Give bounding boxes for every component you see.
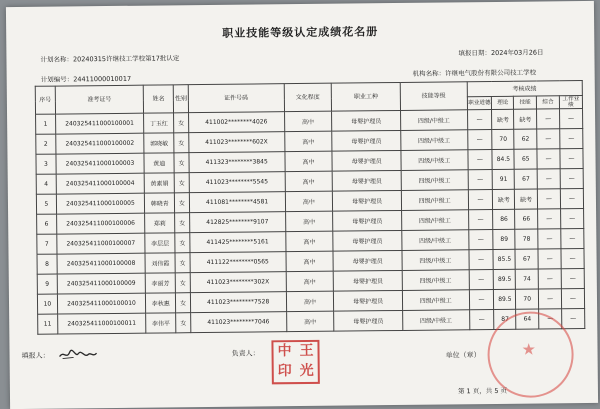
cell-seq: 4 — [36, 174, 56, 194]
cell-level: 四级/中级工 — [402, 230, 469, 251]
cell-job: 母婴护理员 — [332, 170, 401, 191]
cell-overall: — — [537, 169, 560, 189]
cell-id: 411002********4026 — [188, 112, 284, 133]
cell-overall: — — [538, 249, 561, 269]
cell-ticket: 240325411000100002 — [55, 133, 144, 154]
cell-theory: 89.5 — [494, 269, 516, 289]
cell-ethics: — — [469, 269, 494, 289]
cell-level: 四级/中级工 — [403, 310, 470, 331]
cell-work: — — [560, 189, 583, 209]
header-gender: 性别 — [174, 85, 189, 113]
cell-overall: — — [539, 309, 562, 329]
cell-name: 韩晓青 — [145, 193, 175, 213]
cell-name: 郑莉 — [145, 213, 175, 233]
cell-overall: — — [537, 149, 560, 169]
cell-ethics: — — [468, 190, 493, 210]
cell-overall: — — [539, 289, 562, 309]
header-level: 技能等级 — [400, 82, 467, 111]
plan-number-value: 24411000010017 — [73, 74, 132, 84]
header-id: 证件号码 — [188, 84, 284, 113]
cell-ethics: — — [467, 110, 492, 130]
cell-edu: 高中 — [286, 311, 334, 331]
page-indicator: 第 1 页，共 5 页 — [457, 386, 508, 396]
cell-name: 丁玉红 — [144, 113, 174, 133]
cell-overall: — — [537, 109, 560, 129]
cell-id: 412825********9107 — [189, 212, 285, 233]
cell-level: 四级/中级工 — [401, 190, 468, 211]
fill-date — [458, 47, 543, 57]
cell-gender: 女 — [174, 173, 189, 193]
cell-level: 四级/中级工 — [400, 110, 467, 131]
plan-name-value: 20240315许继技工学校第17批认定 — [72, 54, 180, 64]
cell-gender: 女 — [175, 233, 190, 253]
cell-work: — — [560, 149, 583, 169]
cell-gender: 女 — [175, 253, 190, 273]
cell-id: 411122********0565 — [190, 252, 286, 273]
handwritten-signature — [57, 348, 97, 360]
cell-level: 四级/中级工 — [402, 290, 469, 311]
cell-overall: — — [537, 129, 560, 149]
org-name — [413, 68, 537, 78]
cell-skill: 78 — [515, 229, 538, 249]
cell-overall: — — [538, 229, 561, 249]
cell-skill: 64 — [516, 309, 539, 329]
cell-job: 母婴护理员 — [333, 230, 402, 251]
cell-job: 母婴护理员 — [334, 310, 403, 331]
cell-name: 李秋惠 — [146, 293, 176, 313]
cell-job: 母婴护理员 — [334, 270, 403, 291]
cell-theory: 86 — [493, 209, 515, 229]
cell-gender: 女 — [176, 313, 191, 333]
cell-ticket: 240325411000100007 — [57, 233, 146, 254]
cell-job: 母婴护理员 — [332, 110, 401, 131]
cell-theory: 85.5 — [493, 249, 515, 269]
cell-ethics: — — [468, 249, 493, 269]
plan-number-label: 计划编号： — [40, 75, 74, 84]
cell-edu: 高中 — [286, 291, 334, 311]
cell-edu: 高中 — [284, 131, 332, 151]
cell-name: 郭晓敏 — [144, 133, 174, 153]
cell-work: — — [561, 229, 584, 249]
header-seq: 序号 — [35, 86, 55, 114]
cell-id: 411023********5545 — [189, 172, 285, 193]
cell-gender: 女 — [174, 113, 189, 133]
cell-work: — — [561, 269, 584, 289]
cell-ethics: — — [469, 309, 494, 329]
cell-edu: 高中 — [285, 191, 333, 211]
fill-date-value: 2024年03月26日 — [490, 48, 544, 58]
cell-gender: 女 — [175, 193, 190, 213]
cell-id: 411425********5161 — [190, 232, 286, 253]
cell-id: 411023********602X — [189, 132, 285, 153]
cell-seq: 2 — [36, 134, 56, 154]
header-ethics: 职业道德 — [467, 97, 492, 110]
cell-ticket: 240325411000100008 — [57, 253, 146, 274]
cell-seq: 5 — [36, 194, 56, 214]
cell-job: 母婴护理员 — [333, 250, 402, 271]
cell-job: 母婴护理员 — [333, 190, 402, 211]
cell-theory: 缺考 — [493, 189, 515, 209]
cell-seq: 3 — [36, 154, 56, 174]
cell-seq: 11 — [38, 314, 58, 334]
cell-ticket: 240325411000100009 — [57, 273, 146, 294]
cell-level: 四级/中级工 — [402, 270, 469, 291]
header-overall: 综合 — [537, 96, 560, 109]
plan-name-label: 计划名称： — [40, 55, 74, 64]
cell-ticket: 240325411000100003 — [56, 153, 145, 174]
cell-ethics: — — [468, 210, 493, 230]
header-scores: 考核成绩 — [467, 81, 583, 97]
cell-id: 411023********7046 — [190, 312, 286, 333]
filler-label: 填报人： — [21, 351, 50, 360]
responsible — [232, 348, 260, 358]
plan-number — [41, 74, 131, 84]
cell-level: 四级/中级工 — [401, 170, 468, 191]
cell-edu: 高中 — [286, 271, 334, 291]
fill-date-label: 填报日期： — [458, 49, 491, 58]
cell-name: 李伟平 — [146, 313, 176, 333]
header-job: 职业工种 — [332, 82, 401, 111]
cell-ethics: — — [467, 150, 492, 170]
header-name: 姓名 — [143, 85, 173, 113]
cell-ethics: — — [467, 130, 492, 150]
cell-level: 四级/中级工 — [401, 130, 468, 151]
seal-char-4: 光 — [299, 362, 314, 380]
cell-level: 四级/中级工 — [402, 250, 469, 271]
cell-work: — — [562, 309, 585, 329]
header-skill: 技能 — [514, 96, 537, 109]
cell-gender: 女 — [174, 153, 189, 173]
cell-seq: 1 — [36, 114, 56, 134]
cell-edu: 高中 — [285, 251, 333, 271]
cell-id: 411023********302X — [190, 272, 286, 293]
cell-theory: 89.5 — [494, 289, 516, 309]
cell-skill: 62 — [514, 129, 537, 149]
cell-ticket: 240325411000100010 — [57, 293, 146, 314]
cell-work: — — [561, 249, 584, 269]
cell-ticket: 240325411000100004 — [56, 173, 145, 194]
seal-char-3: 印 — [277, 363, 292, 380]
cell-edu: 高中 — [284, 111, 332, 131]
seal-char-1: 中 — [277, 343, 292, 360]
header-work: 工作业绩 — [559, 96, 582, 109]
header-edu: 文化程度 — [284, 83, 332, 111]
cell-skill: 67 — [515, 249, 538, 269]
header-theory: 理论 — [492, 96, 514, 109]
cell-skill: 65 — [514, 149, 537, 169]
cell-theory: 70 — [492, 129, 514, 149]
cell-seq: 7 — [37, 234, 57, 254]
cell-skill: 67 — [514, 169, 537, 189]
cell-ticket: 240325411000100005 — [56, 193, 145, 214]
cell-skill: 缺考 — [514, 109, 537, 129]
cell-edu: 高中 — [284, 151, 332, 171]
cell-work: — — [560, 129, 583, 149]
cell-seq: 8 — [37, 254, 57, 274]
cell-ethics: — — [469, 289, 494, 309]
cell-seq: 10 — [37, 294, 57, 314]
cell-overall: — — [538, 189, 561, 209]
cell-theory: 87 — [494, 309, 516, 329]
cell-theory: 89 — [493, 229, 515, 249]
cell-seq: 6 — [37, 214, 57, 234]
org-name-label: 机构名称： — [412, 69, 446, 78]
cell-edu: 高中 — [285, 211, 333, 231]
cell-ticket: 240325411000100006 — [56, 213, 145, 234]
cell-ethics: — — [468, 170, 493, 190]
document-title: 职业技能等级认定成绩花名册 — [222, 25, 379, 40]
cell-job: 母婴护理员 — [332, 150, 401, 171]
cell-job: 母婴护理员 — [334, 290, 403, 311]
plan-name — [40, 53, 179, 63]
cell-id: 411023********7528 — [190, 292, 286, 313]
cell-name: 刘伟霞 — [145, 253, 175, 273]
cell-work: — — [561, 209, 584, 229]
cell-work: — — [561, 289, 584, 309]
cell-id: 411323********3845 — [189, 152, 285, 173]
cell-theory: 91 — [493, 169, 515, 189]
cell-edu: 高中 — [285, 171, 333, 191]
seal-char-2: 王 — [299, 342, 314, 360]
cell-job: 母婴护理员 — [332, 130, 401, 151]
cell-level: 四级/中级工 — [401, 150, 468, 171]
cell-job: 母婴护理员 — [333, 210, 402, 231]
filler — [22, 351, 50, 361]
cell-name: 黄素娟 — [144, 173, 174, 193]
header-ticket: 准考证号 — [55, 85, 144, 114]
cell-ticket: 240325411000100001 — [55, 113, 144, 134]
cell-id: 411081********4581 — [189, 192, 285, 213]
score-roster-table — [35, 80, 586, 335]
cell-gender: 女 — [174, 133, 189, 153]
cell-name: 李层层 — [145, 233, 175, 253]
org-name-value: 许继电气股份有限公司技工学校 — [445, 68, 537, 78]
cell-overall: — — [538, 209, 561, 229]
cell-work: — — [560, 109, 583, 129]
cell-skill: 缺考 — [515, 189, 538, 209]
cell-overall: — — [538, 269, 561, 289]
cell-gender: 女 — [175, 213, 190, 233]
cell-ethics: — — [468, 229, 493, 249]
responsible-label: 负责人： — [231, 349, 260, 358]
cell-ticket: 240325411000100011 — [57, 313, 146, 334]
cell-gender: 女 — [176, 273, 191, 293]
cell-gender: 女 — [176, 293, 191, 313]
cell-theory: 缺考 — [492, 109, 514, 129]
cell-work: — — [560, 169, 583, 189]
personal-seal — [271, 340, 319, 385]
cell-skill: 74 — [515, 269, 538, 289]
cell-theory: 84.5 — [492, 149, 514, 169]
cell-name: 黄迪 — [144, 153, 174, 173]
cell-skill: 66 — [515, 209, 538, 229]
cell-skill: 70 — [516, 289, 539, 309]
cell-name: 李丽芳 — [145, 273, 175, 293]
cell-seq: 9 — [37, 274, 57, 294]
cell-level: 四级/中级工 — [402, 210, 469, 231]
document-page — [6, 1, 598, 409]
cell-edu: 高中 — [285, 231, 333, 251]
unit-seal-label: 单位（章） — [445, 351, 481, 360]
